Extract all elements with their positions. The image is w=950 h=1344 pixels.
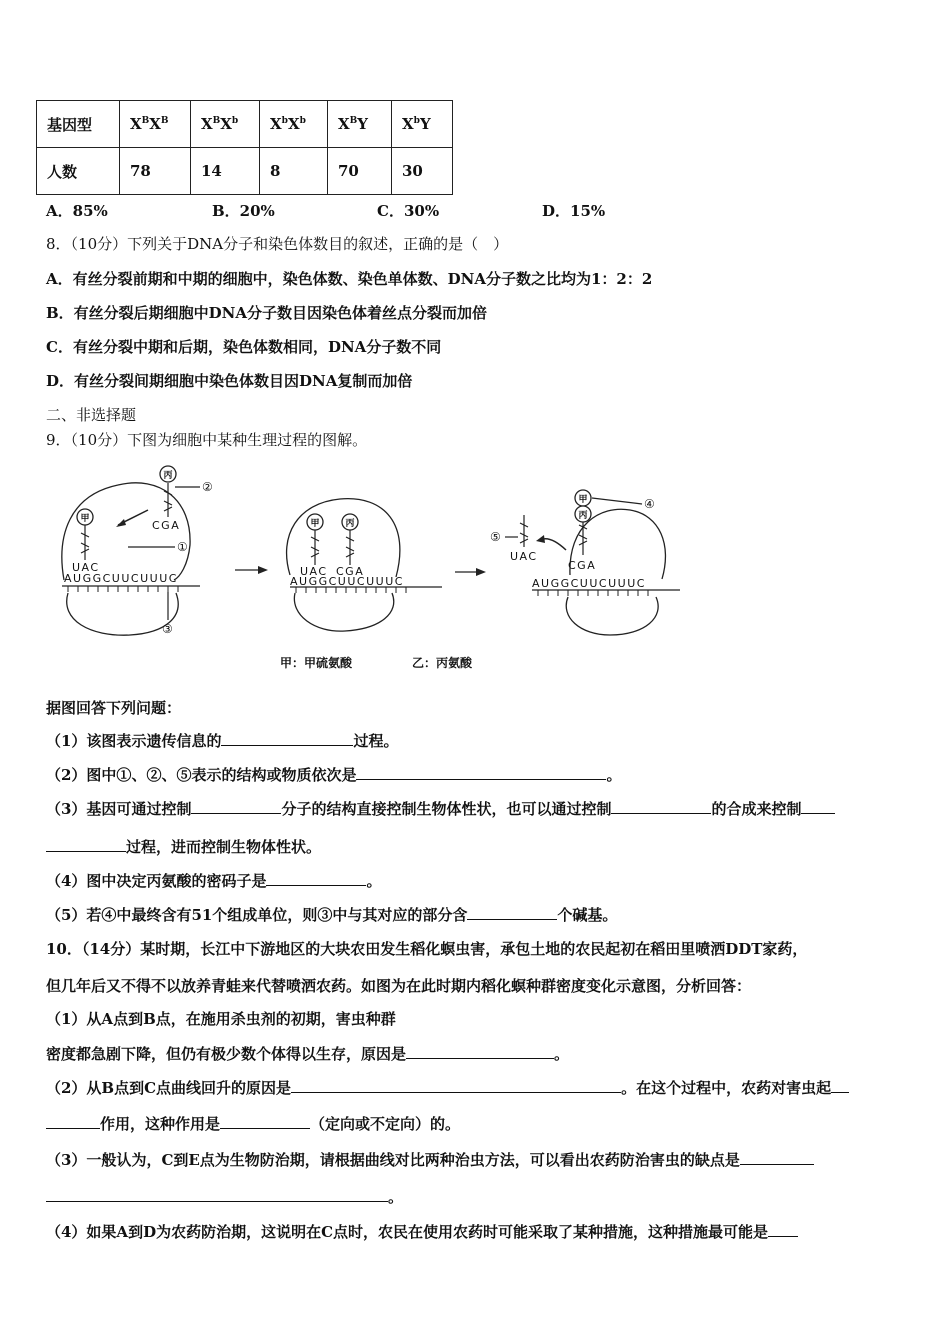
- q8-option-d: D．有丝分裂间期细胞中染色体数目因DNA复制而加倍: [46, 372, 413, 390]
- q7-option-a: A．85%: [46, 202, 108, 220]
- q8-option-b: B．有丝分裂后期细胞中DNA分子数目因染色体着丝点分裂而加倍: [46, 304, 488, 322]
- label-bing: 丙: [163, 471, 173, 481]
- q9-part4: （4）图中决定丙氨酸的密码子是 。: [46, 872, 382, 890]
- q10-part2: （2）从B点到C点曲线回升的原因是 。在这个过程中，农药对害虫起: [46, 1077, 849, 1098]
- codon-uac: UAC: [72, 561, 100, 574]
- q10-part3-cont: 。: [46, 1186, 403, 1207]
- q7-option-c: C．30%: [377, 202, 440, 220]
- label-bing: 丙: [578, 511, 588, 521]
- table-cell: 8: [260, 148, 328, 195]
- table-header-row: [37, 101, 453, 148]
- marker-5: ⑤: [490, 530, 501, 544]
- q7-option-b: B．20%: [212, 202, 275, 220]
- table-header-cell: $X^bY$: [392, 101, 453, 148]
- codon-uac: UAC: [300, 565, 328, 578]
- label-jia: 甲: [578, 495, 588, 505]
- q9-part5: （5）若④中最终含有51个组成单位，则③中与其对应的部分含 个碱基。: [46, 906, 618, 924]
- marker-4: ④: [644, 497, 655, 511]
- table-header-cell: 基因型: [37, 101, 120, 148]
- mrna-sequence: AUGGCUUCUUUC: [532, 577, 646, 590]
- q9-intro: 据图回答下列问题：: [46, 699, 182, 717]
- table-row: [37, 148, 453, 195]
- q10-part1-cont: 密度都急剧下降，但仍有极少数个体得以生存，原因是 。: [46, 1045, 570, 1063]
- q9-part2: （2）图中①、②、⑤表示的结构或物质依次是 。: [46, 766, 622, 784]
- codon-cga: CGA: [568, 559, 597, 572]
- table-header-cell: $X^BX^B$: [120, 101, 191, 148]
- marker-3: ③: [162, 622, 173, 636]
- table-cell: 30: [392, 148, 453, 195]
- q8-option-a: A．有丝分裂前期和中期的细胞中，染色体数、染色单体数、DNA分子数之比均为1：2：2: [46, 270, 653, 288]
- q9-stem: 9．（10分）下图为细胞中某种生理过程的图解。: [46, 431, 368, 449]
- codon-cga: CGA: [152, 519, 181, 532]
- section-title: 二、非选择题: [46, 406, 137, 424]
- marker-2: ②: [202, 480, 213, 494]
- marker-1: ①: [177, 540, 188, 554]
- table-cell: 78: [120, 148, 191, 195]
- table-header-cell: $X^BY$: [328, 101, 392, 148]
- caption-jia: 甲：甲硫氨酸: [280, 656, 353, 670]
- q10-part4: （4）如果A到D为农药防治期，这说明在C点时，农民在使用农药时可能采取了某种措施，这种措施最可能是: [46, 1221, 798, 1242]
- label-jia: 甲: [80, 514, 90, 524]
- label-jia: 甲: [310, 519, 320, 529]
- mrna-sequence: AUGGCUUCUUUC: [64, 572, 178, 585]
- q7-option-d: D．15%: [542, 202, 606, 220]
- label-bing: 丙: [345, 519, 355, 529]
- codon-uac: UAC: [510, 550, 538, 563]
- mrna-sequence: AUGGCUUCUUUC: [290, 575, 404, 588]
- q8-option-c: C．有丝分裂中期和后期，染色体数相同，DNA分子数不同: [46, 338, 442, 356]
- caption-yi: 乙：丙氨酸: [412, 656, 473, 670]
- q9-part3-cont: 过程，进而控制生物体性状。: [46, 836, 321, 857]
- codon-cga: CGA: [336, 565, 365, 578]
- q9-part3: （3）基因可通过控制 分子的结构直接控制生物体性状，也可以通过控制 的合成来控制: [46, 798, 835, 819]
- q8-stem: 8．（10分）下列关于DNA分子和染色体数目的叙述，正确的是（ ）: [46, 235, 509, 253]
- table-cell: 14: [191, 148, 260, 195]
- table-header-cell: $X^BX^b$: [191, 101, 260, 148]
- translation-diagram: [40, 455, 720, 680]
- q10-stem-line1: 10．（14分）某时期，长江中下游地区的大块农田发生稻化螟虫害，承包土地的农民起初在稻田里喷洒DDT家药，: [46, 940, 808, 958]
- table-cell: 人数: [37, 148, 120, 195]
- q10-stem-line2: 但几年后又不得不以放养青蛙来代替喷洒农药。如图为在此时期内稻化螟种群密度变化示意图，分析回答：: [46, 977, 752, 995]
- q10-part1: （1）从A点到B点，在施用杀虫剂的初期，害虫种群: [46, 1010, 396, 1028]
- q10-part3: （3）一般认为，C到E点为生物防治期，请根据曲线对比两种治虫方法，可以看出农药防治害虫的缺点是: [46, 1149, 814, 1170]
- table-header-cell: $X^bX^b$: [260, 101, 328, 148]
- q10-part2-cont: 作用，这种作用是 （定向或不定向）的。: [46, 1113, 460, 1134]
- table-cell: 70: [328, 148, 392, 195]
- genotype-table: [36, 100, 453, 195]
- q9-part1: （1）该图表示遗传信息的 过程。: [46, 732, 399, 750]
